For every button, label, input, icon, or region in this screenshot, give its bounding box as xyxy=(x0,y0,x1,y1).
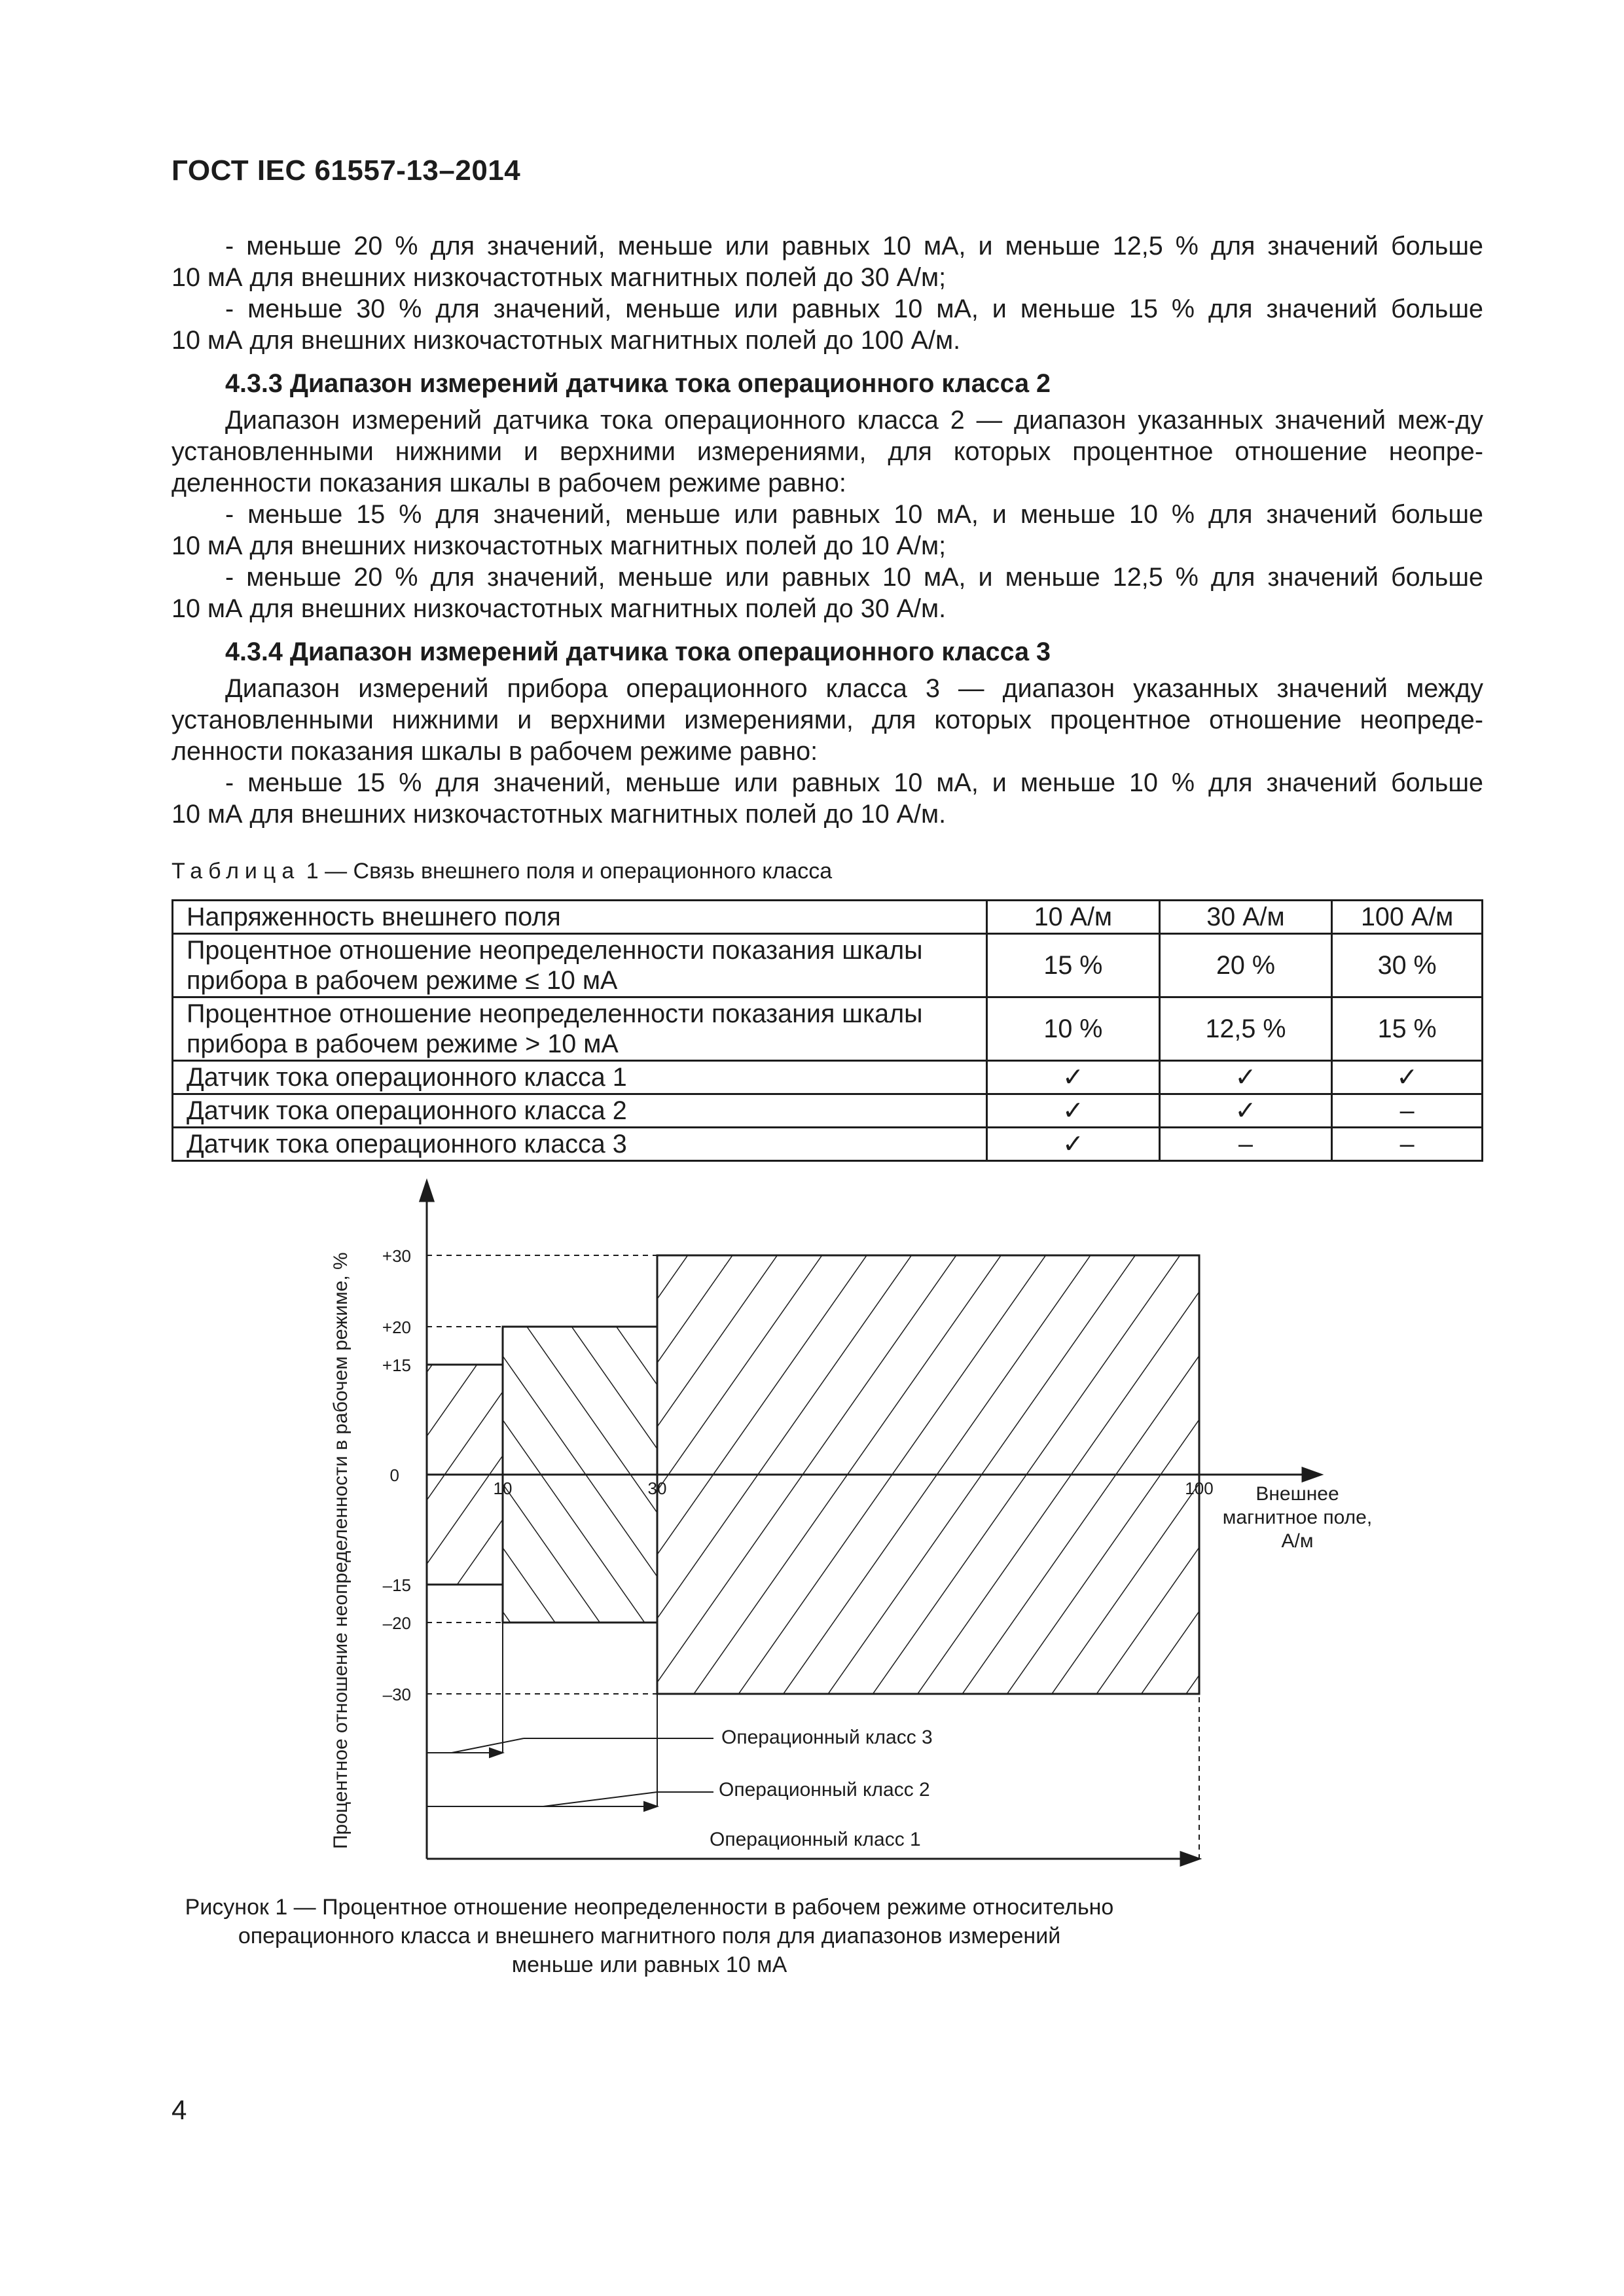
table-cell: – xyxy=(1159,1128,1332,1161)
table-cell: 10 % xyxy=(987,997,1160,1061)
checkmark-icon: ✓ xyxy=(987,1061,1160,1094)
paragraph: Диапазон измерений прибора операционного класса 3 — диапазон указанных значений между установленными нижними и верхними измерениями, для которых процентное отношение неопреде-ленности показания шкалы в рабочем режиме равно: xyxy=(171,674,1483,766)
document-header: ГОСТ IEC 61557-13–2014 xyxy=(171,154,521,187)
paragraph: 10 мА для внешних низкочастотных магнитных полей до 30 А/м. xyxy=(171,594,947,623)
checkmark-icon: ✓ xyxy=(1159,1094,1332,1128)
table-cell: Процентное отношение неопределенности показания шкалы прибора в рабочем режиме ≤ 10 мА xyxy=(173,934,987,997)
table-cell: Датчик тока операционного класса 2 xyxy=(173,1094,987,1128)
table-cell: – xyxy=(1332,1094,1483,1128)
section-heading: 4.3.4 Диапазон измерений датчика тока операционного класса 3 xyxy=(225,637,1051,666)
paragraph: - меньше 30 % для значений, меньше или равных 10 мА, и меньше 15 % для значений больше xyxy=(225,295,1483,323)
figure-caption-line: Рисунок 1 — Процентное отношение неопределенности в рабочем режиме относительно xyxy=(185,1895,1114,1920)
paragraph: 10 мА для внешних низкочастотных магнитных полей до 30 А/м; xyxy=(171,263,947,292)
table-cell: 100 А/м xyxy=(1332,901,1483,934)
table-cell: 15 % xyxy=(987,934,1160,997)
checkmark-icon: ✓ xyxy=(1159,1061,1332,1094)
y-tick-label: 0 xyxy=(389,1465,399,1485)
checkmark-icon: ✓ xyxy=(987,1094,1160,1128)
table-cell: 30 % xyxy=(1332,934,1483,997)
y-tick-label: –20 xyxy=(382,1613,411,1633)
section-heading: 4.3.3 Диапазон измерений датчика тока операционного класса 2 xyxy=(225,369,1051,398)
figure-caption xyxy=(171,1893,1127,1979)
y-tick-label: +30 xyxy=(382,1246,411,1266)
table-caption-word: Таблица xyxy=(171,859,300,884)
paragraph: - меньше 20 % для значений, меньше или равных 10 мА, и меньше 12,5 % для значений больше xyxy=(225,232,1483,260)
x-axis-label: магнитное поле, xyxy=(1222,1507,1373,1528)
paragraph: - меньше 20 % для значений, меньше или равных 10 мА, и меньше 12,5 % для значений больше xyxy=(225,563,1483,592)
checkmark-icon: ✓ xyxy=(1332,1061,1483,1094)
class3-label: Операционный класс 3 xyxy=(721,1727,933,1748)
table-caption-text: 1 — Связь внешнего поля и операционного класса xyxy=(300,859,833,884)
y-tick-label: +15 xyxy=(382,1355,411,1375)
table-cell: 30 А/м xyxy=(1159,901,1332,934)
y-tick-label: –15 xyxy=(382,1575,411,1595)
paragraph: 10 мА для внешних низкочастотных магнитных полей до 100 А/м. xyxy=(171,326,961,355)
x-tick-label: 10 xyxy=(493,1479,513,1498)
table-cell: – xyxy=(1332,1128,1483,1161)
class1-label: Операционный класс 1 xyxy=(710,1829,921,1850)
class-arrows xyxy=(427,1738,713,1811)
paragraph: 10 мА для внешних низкочастотных магнитных полей до 10 А/м. xyxy=(171,800,947,829)
y-tick-label: +20 xyxy=(382,1318,411,1337)
y-axis-label: Процентное отношение неопределенности в рабочем режиме, % xyxy=(330,1252,352,1849)
figure-caption-line: операционного класса и внешнего магнитного поля для диапазонов измерений xyxy=(238,1924,1061,1948)
paragraph: 10 мА для внешних низкочастотных магнитных полей до 10 А/м; xyxy=(171,531,947,560)
table-cell: Напряженность внешнего поля xyxy=(173,901,987,934)
table-cell: Датчик тока операционного класса 1 xyxy=(173,1061,987,1094)
table-cell: Датчик тока операционного класса 3 xyxy=(173,1128,987,1161)
class2-label: Операционный класс 2 xyxy=(719,1779,930,1801)
class1-region xyxy=(657,1255,1199,1475)
table-cell: 15 % xyxy=(1332,997,1483,1061)
class1-region-lower xyxy=(657,1475,1199,1694)
figure-caption-line: меньше или равных 10 мА xyxy=(511,1952,787,1977)
x-axis-label: А/м xyxy=(1281,1530,1314,1552)
paragraph: Диапазон измерений датчика тока операционного класса 2 — диапазон указанных значений меж-ду установленными нижними и верхними измерениями, для которых процентное отношение неопре-деленности показания шкалы в рабочем режиме равно: xyxy=(171,406,1483,497)
paragraph: - меньше 15 % для значений, меньше или равных 10 мА, и меньше 10 % для значений больше xyxy=(225,768,1483,797)
y-tick-label: –30 xyxy=(382,1685,411,1704)
table-cell: 12,5 % xyxy=(1159,997,1332,1061)
x-tick-label: 100 xyxy=(1185,1479,1214,1498)
checkmark-icon: ✓ xyxy=(987,1128,1160,1161)
x-tick-label: 30 xyxy=(647,1479,667,1498)
page-number: 4 xyxy=(171,2094,187,2125)
table-cell: 10 А/м xyxy=(987,901,1160,934)
paragraph: - меньше 15 % для значений, меньше или равных 10 мА, и меньше 10 % для значений больше xyxy=(225,500,1483,529)
table-cell: Процентное отношение неопределенности показания шкалы прибора в рабочем режиме > 10 мА xyxy=(173,997,987,1061)
table-cell: 20 % xyxy=(1159,934,1332,997)
x-axis-label: Внешнее xyxy=(1255,1483,1339,1505)
